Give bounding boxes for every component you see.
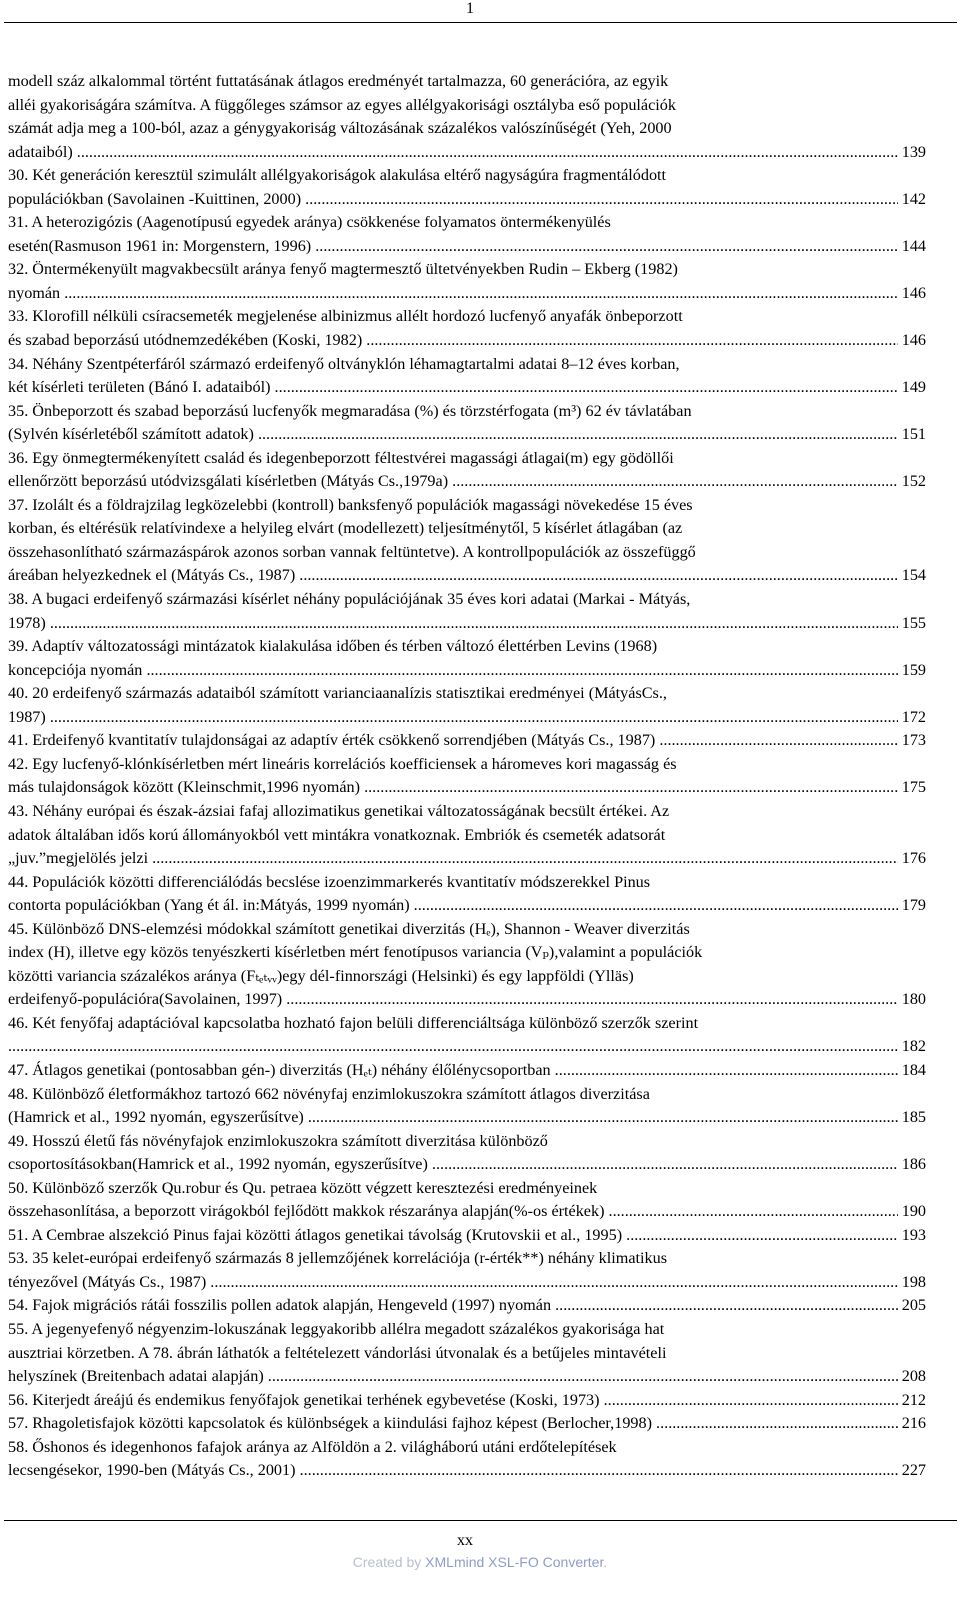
- entry-title-end: „juv.”megjelölés jelzi .....: [8, 847, 898, 871]
- credit-suffix: .: [603, 1554, 608, 1570]
- entry-title-end: (Hamrick et al., 1992 nyomán, egyszerűsítve) .....: [8, 1106, 898, 1130]
- page-ref[interactable]: 152: [901, 472, 926, 491]
- entry-title-line: 34. Néhány Szentpéterfáról származó erdeifenyő oltványklón léhamagtartalmi adatai 8–12 éves korban,: [8, 354, 680, 373]
- page-ref[interactable]: 198: [901, 1272, 926, 1291]
- page-ref[interactable]: 139: [901, 142, 926, 161]
- entry-title-line: összehasonlítható származáspárok azonos sorban vannak feltüntetve). A kontrollpopulációk az összefüggő: [8, 542, 696, 561]
- leader-row: [8, 376, 926, 400]
- leader-row: [8, 282, 926, 306]
- list-item[interactable]: [8, 1083, 926, 1130]
- intro-paragraph: [8, 70, 926, 164]
- leader-row: [8, 423, 926, 447]
- page-ref[interactable]: 182: [901, 1037, 926, 1056]
- credit-prefix: Created by: [352, 1554, 426, 1570]
- leader-row: [8, 141, 926, 165]
- list-item[interactable]: [8, 800, 926, 871]
- entry-title-line: 50. Különböző szerzők Qu.robur és Qu. petraea között végzett keresztezési eredményeinek: [8, 1178, 598, 1197]
- entry-title-end: és szabad beporzású utódnemzedékében (Koski, 1982) .....: [8, 329, 898, 353]
- entry-title-end: áreában helyezkednek el (Mátyás Cs., 1987) .....: [8, 564, 898, 588]
- entry-title-end: 54. Fajok migrációs rátái fosszilis pollen adatok alapján, Hengeveld (1997) nyomán .....: [8, 1294, 898, 1318]
- list-item[interactable]: [8, 211, 926, 258]
- entry-title-end: helyszínek (Breitenbach adatai alapján) .....: [8, 1365, 898, 1389]
- list-item[interactable]: [8, 305, 926, 352]
- entry-title-line: 37. Izolált és a földrajzilag legközelebbi (kontroll) banksfenyő populációk magassági növekedése 15 éves: [8, 495, 693, 514]
- list-item[interactable]: [8, 1059, 926, 1083]
- entry-title-end: (Sylvén kísérletéből számított adatok) .....: [8, 423, 898, 447]
- entry-title-line: 42. Egy lucfenyő-klónkísérletben mért lineáris korrelációs koefficiensek a háromeves kori magasság és: [8, 754, 677, 773]
- entry-title-end: két kísérleti területen (Bánó I. adataiból) .....: [8, 376, 898, 400]
- page-ref[interactable]: 184: [901, 1060, 926, 1079]
- page-ref[interactable]: 216: [901, 1414, 926, 1433]
- leader-row: [8, 1389, 926, 1413]
- entry-title-end: 1978) .....: [8, 612, 898, 636]
- list-item[interactable]: [8, 588, 926, 635]
- entry-title-end: 56. Kiterjedt áreájú és endemikus fenyőfajok genetikai terhének egybevetése (Koski, 1973) .....: [8, 1389, 898, 1413]
- text-line: számát adja meg a 100-ból, azaz a génygyakoriság változásának százalékos valószínűségét (Yeh, 2000: [8, 119, 672, 138]
- page-ref[interactable]: 190: [901, 1202, 926, 1221]
- leader-row: [8, 1459, 926, 1483]
- leader-row: [8, 1059, 926, 1083]
- leader-row: [8, 706, 926, 730]
- page-ref[interactable]: 227: [901, 1461, 926, 1480]
- entry-title-end: esetén(Rasmuson 1961 in: Morgenstern, 1996) .....: [8, 235, 898, 259]
- leader-row: [8, 1035, 926, 1059]
- list-item[interactable]: [8, 494, 926, 588]
- leader-row: [8, 1271, 926, 1295]
- page-ref[interactable]: 180: [901, 990, 926, 1009]
- list-item[interactable]: [8, 1224, 926, 1248]
- leader-row: [8, 988, 926, 1012]
- leader-row: [8, 659, 926, 683]
- leader-row: [8, 612, 926, 636]
- list-item[interactable]: [8, 871, 926, 918]
- entry-title-line: korban, és eltérésük relatívindexe a helyileg elvárt (modellezett) teljesítménytől, 5 kísérlet átlagában (az: [8, 519, 683, 538]
- list-item[interactable]: [8, 1177, 926, 1224]
- entry-title-end: contorta populációkban (Yang ét ál. in:Mátyás, 1999 nyomán) .....: [8, 894, 898, 918]
- bottom-rule: [4, 1520, 957, 1521]
- list-item[interactable]: [8, 1294, 926, 1318]
- list-item[interactable]: [8, 1012, 926, 1059]
- table-list: [8, 70, 926, 1483]
- page-ref[interactable]: 185: [901, 1108, 926, 1127]
- leader-row: [8, 1153, 926, 1177]
- entry-title-line: adatok általában idős korú állományokból vett mintákra vonatkoznak. Embriók és csemeték adatsorát: [8, 825, 666, 844]
- page-ref[interactable]: 212: [901, 1390, 926, 1409]
- list-item[interactable]: [8, 635, 926, 682]
- text-line: modell száz alkalommal történt futtatásának átlagos eredményét tartalmazza, 60 generációra, az egyik: [8, 72, 669, 90]
- page-ref[interactable]: 144: [901, 236, 926, 255]
- entry-title-end: 51. A Cembrae alszekció Pinus fajai közötti átlagos genetikai távolság (Krutovskii et al., 1995) .....: [8, 1224, 898, 1248]
- entry-title-line: 44. Populációk közötti differenciálódás becslése izoenzimmarkerés kvantitatív módszerekkel Pinus: [8, 872, 651, 891]
- page-ref[interactable]: 208: [901, 1367, 926, 1386]
- entry-title-end: tényezővel (Mátyás Cs., 1987) .....: [8, 1271, 898, 1295]
- entry-title-end: összehasonlítása, a beporzott virágokból fejlődött makkok részaránya alapján(%-os értékek) .....: [8, 1200, 898, 1224]
- entry-title-line: 31. A heterozigózis (Aagenotípusú egyedek aránya) csökkenése folyamatos öntermékenyülés: [8, 213, 611, 232]
- entry-title-line: 32. Öntermékenyült magvakbecsült aránya fenyő magtermesztő ültetvényekben Rudin – Ekberg (1982): [8, 260, 678, 279]
- list-item[interactable]: [8, 918, 926, 1012]
- page-ref[interactable]: 146: [901, 331, 926, 350]
- list-item[interactable]: [8, 353, 926, 400]
- list-item[interactable]: [8, 164, 926, 211]
- leader-row: [8, 188, 926, 212]
- entry-title-line: index (H), illetve egy közös tenyészkerti kísérletben mért fenotípusos variancia (Vₚ),valamint a populációk: [8, 943, 703, 962]
- entry-title-line: 55. A jegenyefenyő négyenzim-lokuszának leggyakoribb allélra megadott százalékos gyakorisága hat: [8, 1319, 665, 1338]
- leader-row: [8, 1224, 926, 1248]
- page-ref[interactable]: 193: [901, 1225, 926, 1244]
- leader-row: [8, 1412, 926, 1436]
- entry-title-line: 58. Őshonos és idegenhonos fafajok aránya az Alföldön a 2. világháború utáni erdőtelepítések: [8, 1437, 617, 1456]
- entry-title-line: 46. Két fenyőfaj adaptációval kapcsolatba hozható fajon belüli differenciáltsága különböző szerzők szerint: [8, 1013, 699, 1032]
- page-ref[interactable]: 142: [901, 189, 926, 208]
- leader-row: [8, 894, 926, 918]
- list-item[interactable]: [8, 753, 926, 800]
- page-ref[interactable]: 173: [901, 731, 926, 750]
- leader-row: [8, 1365, 926, 1389]
- leader-row: [8, 1200, 926, 1224]
- entry-title-line: 35. Önbeporzott és szabad beporzású lucfenyők megmaradása (%) és törzstérfogata (m³) 62 év távlatában: [8, 401, 692, 420]
- footer-page-number: xx: [457, 1532, 473, 1549]
- credit-brand[interactable]: XMLmind XSL-FO Converter: [425, 1554, 604, 1570]
- leader-row: [8, 564, 926, 588]
- leader-row: [8, 776, 926, 800]
- entry-title-end: 57. Rhagoletisfajok közötti kapcsolatok és különbségek a kiindulási fajhoz képest (Berlocher,1998) .....: [8, 1412, 898, 1436]
- leader-row: [8, 235, 926, 259]
- leader-row: [8, 470, 926, 494]
- entry-title-end: 47. Átlagos genetikai (pontosabban gén-) diverzitás (Hₑₜ) néhány élőlénycsoportban .....: [8, 1059, 898, 1083]
- page-ref[interactable]: 151: [901, 425, 926, 444]
- page-ref[interactable]: 159: [901, 660, 926, 679]
- list-item[interactable]: [8, 1318, 926, 1389]
- entry-title-end: erdeifenyő-populációra(Savolainen, 1997) .....: [8, 988, 898, 1012]
- list-item[interactable]: [8, 729, 926, 753]
- entry-title-line: 48. Különböző életformákhoz tartozó 662 növényfaj enzimlokuszokra számított átlagos diverzitása: [8, 1084, 650, 1103]
- entry-title-end: koncepciója nyomán .....: [8, 659, 898, 683]
- page-ref[interactable]: 175: [901, 778, 926, 797]
- page-ref[interactable]: 146: [901, 283, 926, 302]
- page-ref[interactable]: 172: [901, 707, 926, 726]
- entry-title-line: 45. Különböző DNS-elemzési módokkal számított genetikai diverzitás (Hₑ), Shannon - Weaver diverzitás: [8, 919, 690, 938]
- entry-title-line: közötti variancia százalékos aránya (Fₜₑₜᵥᵥ)egy dél-finnországi (Helsinki) és egy lappföldi (Ylläs): [8, 966, 634, 985]
- page-number: 1: [466, 0, 474, 17]
- entry-title-end: populációkban (Savolainen -Kuittinen, 2000) .....: [8, 188, 898, 212]
- page-ref[interactable]: 205: [901, 1296, 926, 1315]
- leader-row: [8, 1294, 926, 1318]
- entry-title-end: más tulajdonságok között (Kleinschmit,1996 nyomán) .....: [8, 776, 898, 800]
- entry-title-line: 49. Hosszú életű fás növényfajok enzimlokuszokra számított diverzitása különböző: [8, 1131, 548, 1150]
- list-item[interactable]: [8, 682, 926, 729]
- entry-title-end: adataiból) .....: [8, 141, 898, 165]
- page-ref[interactable]: 155: [901, 613, 926, 632]
- list-item[interactable]: [8, 258, 926, 305]
- list-item[interactable]: [8, 1436, 926, 1483]
- entry-title-line: 36. Egy önmegtermékenyített család és idegenbeporzott féltestvérei magassági átlagai(m) egy gödöllői: [8, 448, 674, 467]
- list-item[interactable]: [8, 1412, 926, 1436]
- page-ref[interactable]: 176: [901, 849, 926, 868]
- list-item[interactable]: [8, 1389, 926, 1413]
- entry-title-end: 1987) .....: [8, 706, 898, 730]
- list-item[interactable]: [8, 400, 926, 447]
- page-ref[interactable]: 179: [901, 896, 926, 915]
- text-line: alléi gyakoriságára számítva. A függőleges számsor az egyes allélgyakorisági osztályba eső populációk: [8, 95, 676, 114]
- entry-title-end: 41. Erdeifenyő kvantitatív tulajdonságai az adaptív érték csökkenő sorrendjében (Mátyás Cs., 1987) .....: [8, 729, 898, 753]
- top-rule: [4, 22, 957, 23]
- entry-title-line: 39. Adaptív változatossági mintázatok kialakulása időben és térben változó élettérben Levins (1968): [8, 637, 658, 656]
- list-item[interactable]: [8, 447, 926, 494]
- entry-title-end: lecsengésekor, 1990-ben (Mátyás Cs., 2001) .....: [8, 1459, 898, 1483]
- page-ref[interactable]: 149: [901, 378, 926, 397]
- entry-title-end: nyomán .....: [8, 282, 898, 306]
- list-item[interactable]: [8, 1130, 926, 1177]
- entry-title-end: [8, 1035, 898, 1059]
- entry-title-line: 40. 20 erdeifenyő származás adataiból számított varianciaanalízis statisztikai eredményei (MátyásCs.,: [8, 684, 667, 703]
- page-ref[interactable]: 186: [901, 1155, 926, 1174]
- entry-title-end: ellenőrzött beporzású utódvizsgálati kísérletben (Mátyás Cs.,1979a) .....: [8, 470, 898, 494]
- leader-row: [8, 729, 926, 753]
- entry-title-line: 43. Néhány európai és észak-ázsiai fafaj allozimatikus genetikai változatosságának becsült értékei. Az: [8, 801, 670, 820]
- page-ref[interactable]: 154: [901, 566, 926, 585]
- entry-title-line: ausztriai körzetben. A 78. ábrán láthatók a feltételezett vándorlási útvonalak és a betűjeles mintavételi: [8, 1343, 667, 1362]
- entry-title-line: 53. 35 kelet-európai erdeifenyő származás 8 jellemzőjének korrelációja (r-érték**) néhány klimatikus: [8, 1249, 668, 1268]
- leader-row: [8, 847, 926, 871]
- entry-title-line: 33. Klorofill nélküli csíracsemeték megjelenése albinizmus allélt hordozó lucfenyő anyafák önbeporzott: [8, 307, 683, 326]
- leader-row: [8, 329, 926, 353]
- entry-title-line: 30. Két generáción keresztül szimulált allélgyakoriságok alakulása eltérő nagyságúra fragmentálódott: [8, 166, 667, 185]
- footer-credit: [200, 1552, 760, 1572]
- leader-row: [8, 1106, 926, 1130]
- entry-title-line: 38. A bugaci erdeifenyő származási kísérlet néhány populációjának 35 éves kori adatai (Markai - Mátyás,: [8, 590, 691, 609]
- entry-title-end: csoportosításokban(Hamrick et al., 1992 nyomán, egyszerűsítve) .....: [8, 1153, 898, 1177]
- list-item[interactable]: [8, 1247, 926, 1294]
